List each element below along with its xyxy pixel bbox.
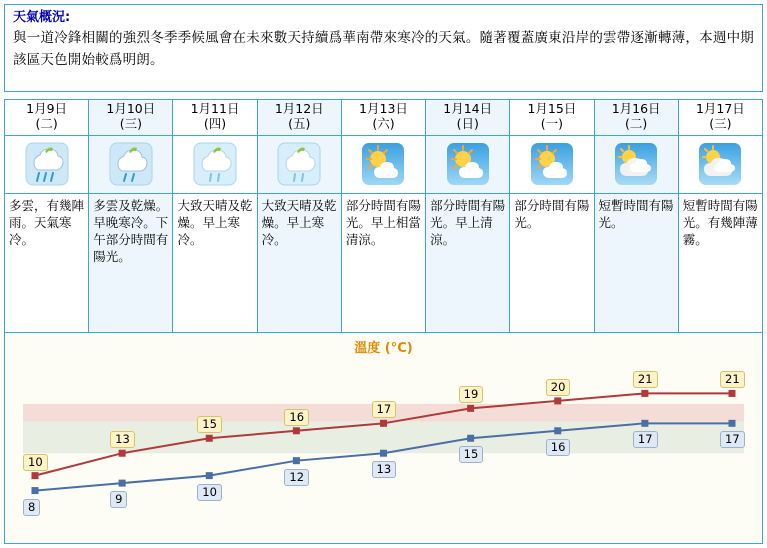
high-temp-label: 17 (372, 401, 397, 418)
low-temp-label: 12 (284, 469, 309, 486)
weather-summary-box (4, 4, 763, 92)
low-temp-label: 9 (110, 491, 127, 508)
forecast-date-line1: 1月16日 (611, 101, 661, 116)
forecast-date-line2: (一) (540, 116, 564, 131)
forecast-date-cell (341, 100, 425, 136)
forecast-icon-cell (594, 136, 678, 194)
forecast-date-cell (89, 100, 173, 136)
series-marker (119, 450, 126, 457)
forecast-icon-row (5, 136, 763, 194)
series-marker (119, 480, 126, 487)
forecast-desc-cell: 短暫時間有陽光。 (594, 194, 678, 333)
forecast-date-row (5, 100, 763, 136)
forecast-icon-cell (5, 136, 89, 194)
weather-summary-title: 天氣概況: (13, 10, 71, 25)
forecast-date-line2: (日) (456, 116, 479, 131)
forecast-date-cell (678, 100, 762, 136)
high-temp-label: 21 (633, 371, 658, 388)
sun-behind-cloud-icon (612, 140, 660, 188)
forecast-date-line2: (四) (203, 116, 227, 131)
series-marker (641, 390, 648, 397)
temperature-chart (4, 333, 763, 544)
weather-summary-text: 與一道冷鋒相關的強烈冬季季候風會在未來數天持續爲華南帶來寒冷的天氣。隨著覆蓋廣東沿岸的雲帶逐漸轉薄，本週中期該區天色開始較爲明朗。 (13, 30, 754, 68)
low-temp-label: 15 (459, 446, 484, 463)
forecast-desc-cell: 大致天晴及乾燥。早上寒冷。 (257, 194, 341, 333)
forecast-desc-cell: 多雲，有幾陣雨。天氣寒冷。 (5, 194, 89, 333)
forecast-date-cell (510, 100, 594, 136)
forecast-date-cell (257, 100, 341, 136)
forecast-date-line2: (五) (288, 116, 311, 131)
forecast-date-line1: 1月15日 (527, 101, 577, 116)
forecast-date-line2: (三) (709, 116, 732, 131)
forecast-desc-cell: 多雲及乾燥。早晚寒冷。下午部分時間有陽光。 (89, 194, 173, 333)
forecast-icon-cell (510, 136, 594, 194)
series-marker (32, 487, 39, 494)
series-marker (641, 420, 648, 427)
forecast-icon-cell (341, 136, 425, 194)
cloudy-dry-cold-icon (107, 140, 155, 188)
series-marker (729, 420, 736, 427)
high-temp-label: 13 (110, 431, 135, 448)
forecast-date-cell (594, 100, 678, 136)
high-temp-label: 16 (284, 409, 309, 426)
forecast-desc-cell: 短暫時間有陽光。有幾陣薄霧。 (678, 194, 762, 333)
forecast-desc-row (5, 194, 763, 333)
series-marker (467, 435, 474, 442)
series-marker (729, 390, 736, 397)
high-temp-label: 10 (23, 454, 48, 471)
sunny-dry-cold-icon (275, 140, 323, 188)
low-temp-label: 17 (633, 431, 658, 448)
series-marker (554, 427, 561, 434)
sunny-dry-cold-icon (191, 140, 239, 188)
series-marker (467, 405, 474, 412)
forecast-date-line1: 1月13日 (359, 101, 408, 116)
high-temp-label: 15 (197, 416, 222, 433)
forecast-date-line1: 1月17日 (695, 101, 745, 116)
nine-day-forecast-table (4, 99, 763, 333)
series-marker (380, 420, 387, 427)
series-marker (206, 472, 213, 479)
forecast-icon-cell (89, 136, 173, 194)
forecast-icon-cell (678, 136, 762, 194)
high-temp-label: 21 (720, 371, 745, 388)
forecast-date-cell (426, 100, 510, 136)
low-temp-label: 10 (197, 484, 222, 501)
series-marker (380, 450, 387, 457)
forecast-date-line2: (三) (119, 116, 142, 131)
series-marker (32, 472, 39, 479)
low-temp-label: 13 (372, 461, 397, 478)
forecast-icon-cell (173, 136, 257, 194)
forecast-date-line1: 1月10日 (106, 101, 156, 116)
forecast-date-line2: (六) (372, 116, 395, 131)
sun-behind-cloud-icon (696, 140, 744, 188)
low-temp-label: 8 (23, 499, 40, 516)
sun-cloud-icon (359, 140, 407, 188)
forecast-desc-cell: 部分時間有陽光。早上清涼。 (426, 194, 510, 333)
forecast-date-line1: 1月12日 (274, 101, 324, 116)
forecast-date-cell (173, 100, 257, 136)
low-temp-label: 17 (720, 431, 745, 448)
sun-cloud-icon (528, 140, 576, 188)
forecast-desc-cell: 部分時間有陽光。 (510, 194, 594, 333)
forecast-icon-cell (426, 136, 510, 194)
forecast-desc-cell: 大致天晴及乾燥。早上寒冷。 (173, 194, 257, 333)
series-marker (554, 397, 561, 404)
series-marker (293, 457, 300, 464)
rain-shower-cold-icon (23, 140, 71, 188)
forecast-date-line2: (二) (625, 116, 648, 131)
forecast-date-line2: (二) (35, 116, 58, 131)
series-marker (293, 427, 300, 434)
forecast-date-line1: 1月14日 (443, 101, 493, 116)
forecast-date-cell (5, 100, 89, 136)
forecast-desc-cell: 部分時間有陽光。早上相當清涼。 (341, 194, 425, 333)
sun-cloud-icon (444, 140, 492, 188)
low-temp-label: 16 (546, 439, 571, 456)
forecast-date-line1: 1月9日 (26, 101, 68, 116)
series-marker (206, 435, 213, 442)
forecast-date-line1: 1月11日 (190, 101, 240, 116)
high-temp-label: 20 (546, 379, 571, 396)
high-temp-label: 19 (459, 386, 484, 403)
chart-title: 溫度 (°C) (354, 341, 413, 356)
forecast-icon-cell (257, 136, 341, 194)
